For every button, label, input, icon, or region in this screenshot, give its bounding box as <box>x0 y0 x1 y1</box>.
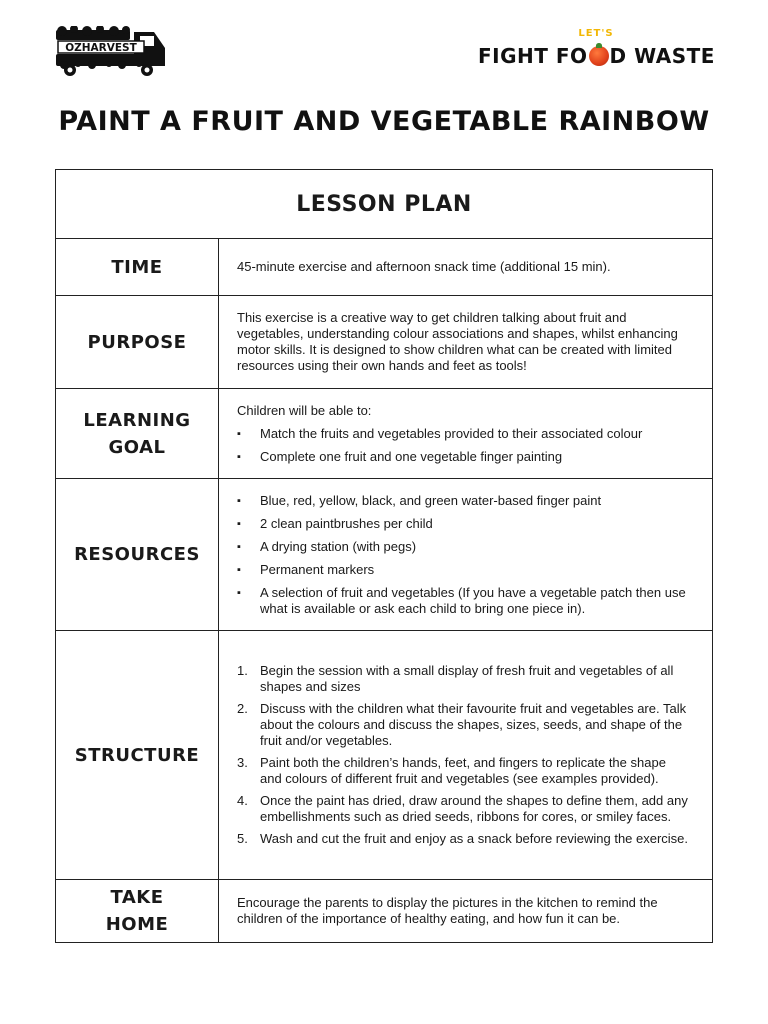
purpose-text: This exercise is a creative way to get children talking about fruit and vegetables, understanding colour associations and shapes, whilst enhancing motor skills. It is designed to show children what can be created with limited resources using their own hands and feet as tools! <box>237 310 678 373</box>
learning-goal-content <box>219 389 713 479</box>
step-number: 2. <box>237 701 248 716</box>
campaign-part2: D WASTE <box>609 44 715 68</box>
learning-goal-label-line1: LEARNING <box>83 409 191 431</box>
structure-content <box>219 631 713 880</box>
resources-label: RESOURCES <box>56 479 219 631</box>
take-home-row <box>56 880 713 943</box>
take-home-text: Encourage the parents to display the pictures in the kitchen to remind the children of the importance of healthy eating, and how fun it can be. <box>237 895 658 926</box>
fight-food-waste-text <box>478 44 715 68</box>
list-item <box>237 663 690 695</box>
learning-goal-list <box>237 426 690 465</box>
structure-label: STRUCTURE <box>56 631 219 880</box>
step-text: Once the paint has dried, draw around the shapes to define them, add any embellishments such as dried seeds, ribbons for cores, or smiley faces. <box>260 793 688 824</box>
time-text: 45-minute exercise and afternoon snack time (additional 15 min). <box>237 259 611 274</box>
learning-goal-row <box>56 389 713 479</box>
list-item <box>237 701 690 749</box>
lesson-plan-table <box>55 169 713 943</box>
list-item: ▪ Match the fruits and vegetables provided to their associated colour <box>237 426 690 442</box>
ozharvest-logo <box>54 26 168 76</box>
take-home-content <box>219 880 713 943</box>
list-item: ▪ A drying station (with pegs) <box>237 539 690 555</box>
list-item <box>237 793 690 825</box>
learning-goal-intro: Children will be able to: <box>237 402 372 418</box>
list-item <box>237 831 690 847</box>
lesson-plan-heading: LESSON PLAN <box>56 170 713 239</box>
step-number: 5. <box>237 831 248 846</box>
take-home-label-line2: HOME <box>105 914 169 935</box>
step-text: Wash and cut the fruit and enjoy as a snack before reviewing the exercise. <box>260 831 689 846</box>
step-text: Discuss with the children what their favourite fruit and vegetables are. Talk about the colours and discuss the shapes, sizes, seeds, and shape of the fruit and/or vegetables. <box>260 701 687 748</box>
learning-goal-label-line2: GOAL <box>108 436 166 458</box>
structure-row <box>56 631 713 880</box>
step-number: 4. <box>237 793 248 808</box>
list-item: ▪ 2 clean paintbrushes per child <box>237 516 690 532</box>
time-row <box>56 239 713 296</box>
page-title: PAINT A FRUIT AND VEGETABLE RAINBOW <box>58 106 710 137</box>
purpose-label: PURPOSE <box>56 296 219 389</box>
take-home-label <box>56 880 219 943</box>
resources-content <box>219 479 713 631</box>
purpose-row <box>56 296 713 389</box>
purpose-content <box>219 296 713 389</box>
step-number: 1. <box>237 663 248 678</box>
list-item: ▪ Complete one fruit and one vegetable finger painting <box>237 449 690 465</box>
lets-label: LET'S <box>578 28 614 39</box>
time-label: TIME <box>56 239 219 296</box>
structure-list <box>237 663 690 847</box>
resources-row <box>56 479 713 631</box>
step-text: Paint both the children’s hands, feet, and fingers to replicate the shape and colours of different fruit and vegetables (see examples provided). <box>260 755 666 786</box>
lesson-plan-header-row <box>56 170 713 239</box>
list-item: ▪ Permanent markers <box>237 562 690 578</box>
list-item <box>237 755 690 787</box>
learning-goal-label <box>56 389 219 479</box>
time-content <box>219 239 713 296</box>
fight-food-waste-logo <box>478 28 714 78</box>
step-number: 3. <box>237 755 248 770</box>
list-item: ▪ A selection of fruit and vegetables (If you have a vegetable patch then use what is available or ask each child to bring one piece in). <box>237 585 690 617</box>
tomato-icon <box>589 46 609 66</box>
list-item: ▪ Blue, red, yellow, black, and green water-based finger paint <box>237 493 690 509</box>
take-home-label-line1: TAKE <box>110 887 164 908</box>
step-text: Begin the session with a small display of fresh fruit and vegetables of all shapes and sizes <box>260 663 674 694</box>
resources-list <box>237 493 690 617</box>
campaign-part1: FIGHT FO <box>478 44 588 68</box>
ozharvest-logo-text: OZHARVEST <box>65 42 137 54</box>
